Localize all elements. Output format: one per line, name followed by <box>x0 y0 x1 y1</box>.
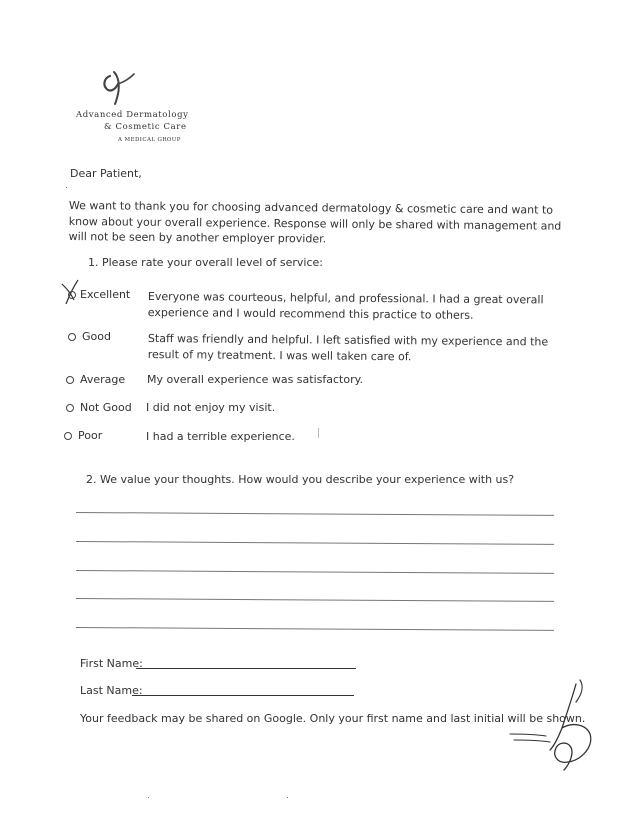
answer-line-4[interactable] <box>76 598 554 602</box>
radio-not-good[interactable] <box>66 404 74 412</box>
answer-line-2[interactable] <box>76 541 554 545</box>
stray-mark <box>287 797 288 798</box>
option-label-good: Good <box>82 330 111 343</box>
logo-icon <box>98 70 138 106</box>
option-average[interactable] <box>66 373 125 386</box>
option-excellent[interactable] <box>68 288 130 301</box>
option-poor[interactable] <box>64 429 102 442</box>
option-label-poor: Poor <box>78 429 103 442</box>
signature-icon <box>506 676 616 776</box>
option-description-not-good: I did not enjoy my visit. <box>146 401 276 414</box>
option-description-excellent: Everyone was courteous, helpful, and professional. I had a great overall experience and I would recommend this practice to others. <box>147 289 544 322</box>
option-not-good[interactable] <box>66 401 132 414</box>
answer-line-5[interactable] <box>76 627 554 631</box>
greeting: Dear Patient, <box>70 167 142 180</box>
question-2: 2. We value your thoughts. How would you describe your experience with us? <box>86 473 515 486</box>
option-description-average: My overall experience was satisfactory. <box>147 373 364 386</box>
logo-tagline: A MEDICAL GROUP <box>118 137 181 143</box>
option-label-excellent: Excellent <box>80 288 131 301</box>
first-name-field[interactable] <box>136 668 356 669</box>
option-description-good: Staff was friendly and helpful. I left satisfied with my experience and the result of my treatment. I was well taken care of. <box>147 331 549 363</box>
footer-note: Your feedback may be shared on Google. Only your first name and last initial will be shown. <box>80 712 586 725</box>
first-name-label: First Name: <box>80 657 143 670</box>
logo-name-line2: & Cosmetic Care <box>104 122 187 132</box>
stray-mark <box>66 187 67 188</box>
option-description-poor: I had a terrible experience. <box>146 430 295 443</box>
logo-name-line1: Advanced Dermatology <box>76 110 189 120</box>
question-1: 1. Please rate your overall level of service: <box>88 256 323 269</box>
answer-line-3[interactable] <box>76 570 554 574</box>
intro-paragraph: We want to thank you for choosing advanced dermatology & cosmetic care and want to know about your overall experience. Response will only be shared with management and will not be seen by another employer provider. <box>68 198 562 246</box>
radio-average[interactable] <box>66 376 74 384</box>
last-name-label: Last Name: <box>80 684 143 697</box>
option-good[interactable] <box>68 330 111 343</box>
radio-poor[interactable] <box>64 432 72 440</box>
option-label-average: Average <box>80 373 126 386</box>
radio-excellent[interactable] <box>68 291 76 299</box>
last-name-field[interactable] <box>132 695 354 696</box>
answer-line-1[interactable] <box>76 512 554 516</box>
option-label-not-good: Not Good <box>80 401 132 414</box>
stray-mark <box>318 428 319 438</box>
stray-mark <box>148 797 149 798</box>
radio-good[interactable] <box>68 333 76 341</box>
